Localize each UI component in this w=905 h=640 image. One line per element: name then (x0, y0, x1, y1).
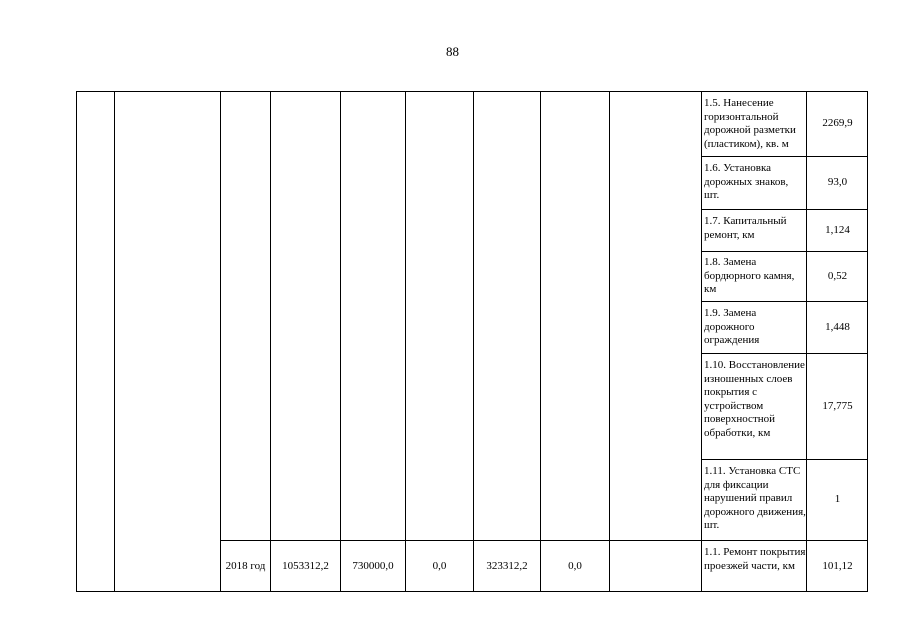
table-cell-value: 1 (834, 493, 841, 506)
table-cell-description: 1.11. Установка СТС для фиксации нарушений правил дорожного движения, шт. (704, 465, 806, 531)
table-cell-other: 0,0 (568, 560, 582, 572)
column-divider (270, 91, 271, 592)
column-divider (220, 91, 221, 592)
column-divider (609, 91, 610, 592)
table-cell-description: 1.6. Установка дорожных знаков, шт. (704, 162, 789, 201)
table-cell-year: 2018 год (225, 560, 266, 572)
table-cell-local: 323312,2 (486, 560, 528, 572)
table-cell-description: 1.1. Ремонт покрытия проезжей части, км (704, 546, 806, 572)
column-divider (340, 91, 341, 592)
table-cell-value: 1,448 (825, 320, 850, 333)
column-divider (473, 91, 474, 592)
table-cell-value: 93,0 (827, 176, 848, 189)
table-cell-federal: 730000,0 (352, 560, 394, 572)
page-number: 88 (446, 44, 459, 59)
column-divider (540, 91, 541, 592)
table-cell-value: 101,12 (822, 559, 853, 572)
table-cell-value: 17,775 (822, 399, 853, 412)
table-cell-value: 1,124 (825, 223, 850, 236)
table-cell-value: 0,52 (827, 269, 848, 282)
table-cell-total: 1053312,2 (282, 560, 329, 572)
table-cell-description: 1.8. Замена бордюрного камня, км (704, 256, 795, 295)
table-cell-description: 1.7. Капитальный ремонт, км (704, 215, 787, 241)
column-divider (114, 91, 115, 592)
table-cell-value: 2269,9 (822, 117, 853, 130)
column-divider (405, 91, 406, 592)
table-cell-description: 1.10. Восстановление изношенных слоев покрытия с устройством поверхностной обработки, км (704, 359, 805, 439)
table-cell-regional: 0,0 (432, 560, 447, 572)
table-cell-description: 1.9. Замена дорожного ограждения (704, 307, 760, 346)
table-cell-description: 1.5. Нанесение горизонтальной дорожной разметки (пластиком), кв. м (704, 97, 796, 150)
